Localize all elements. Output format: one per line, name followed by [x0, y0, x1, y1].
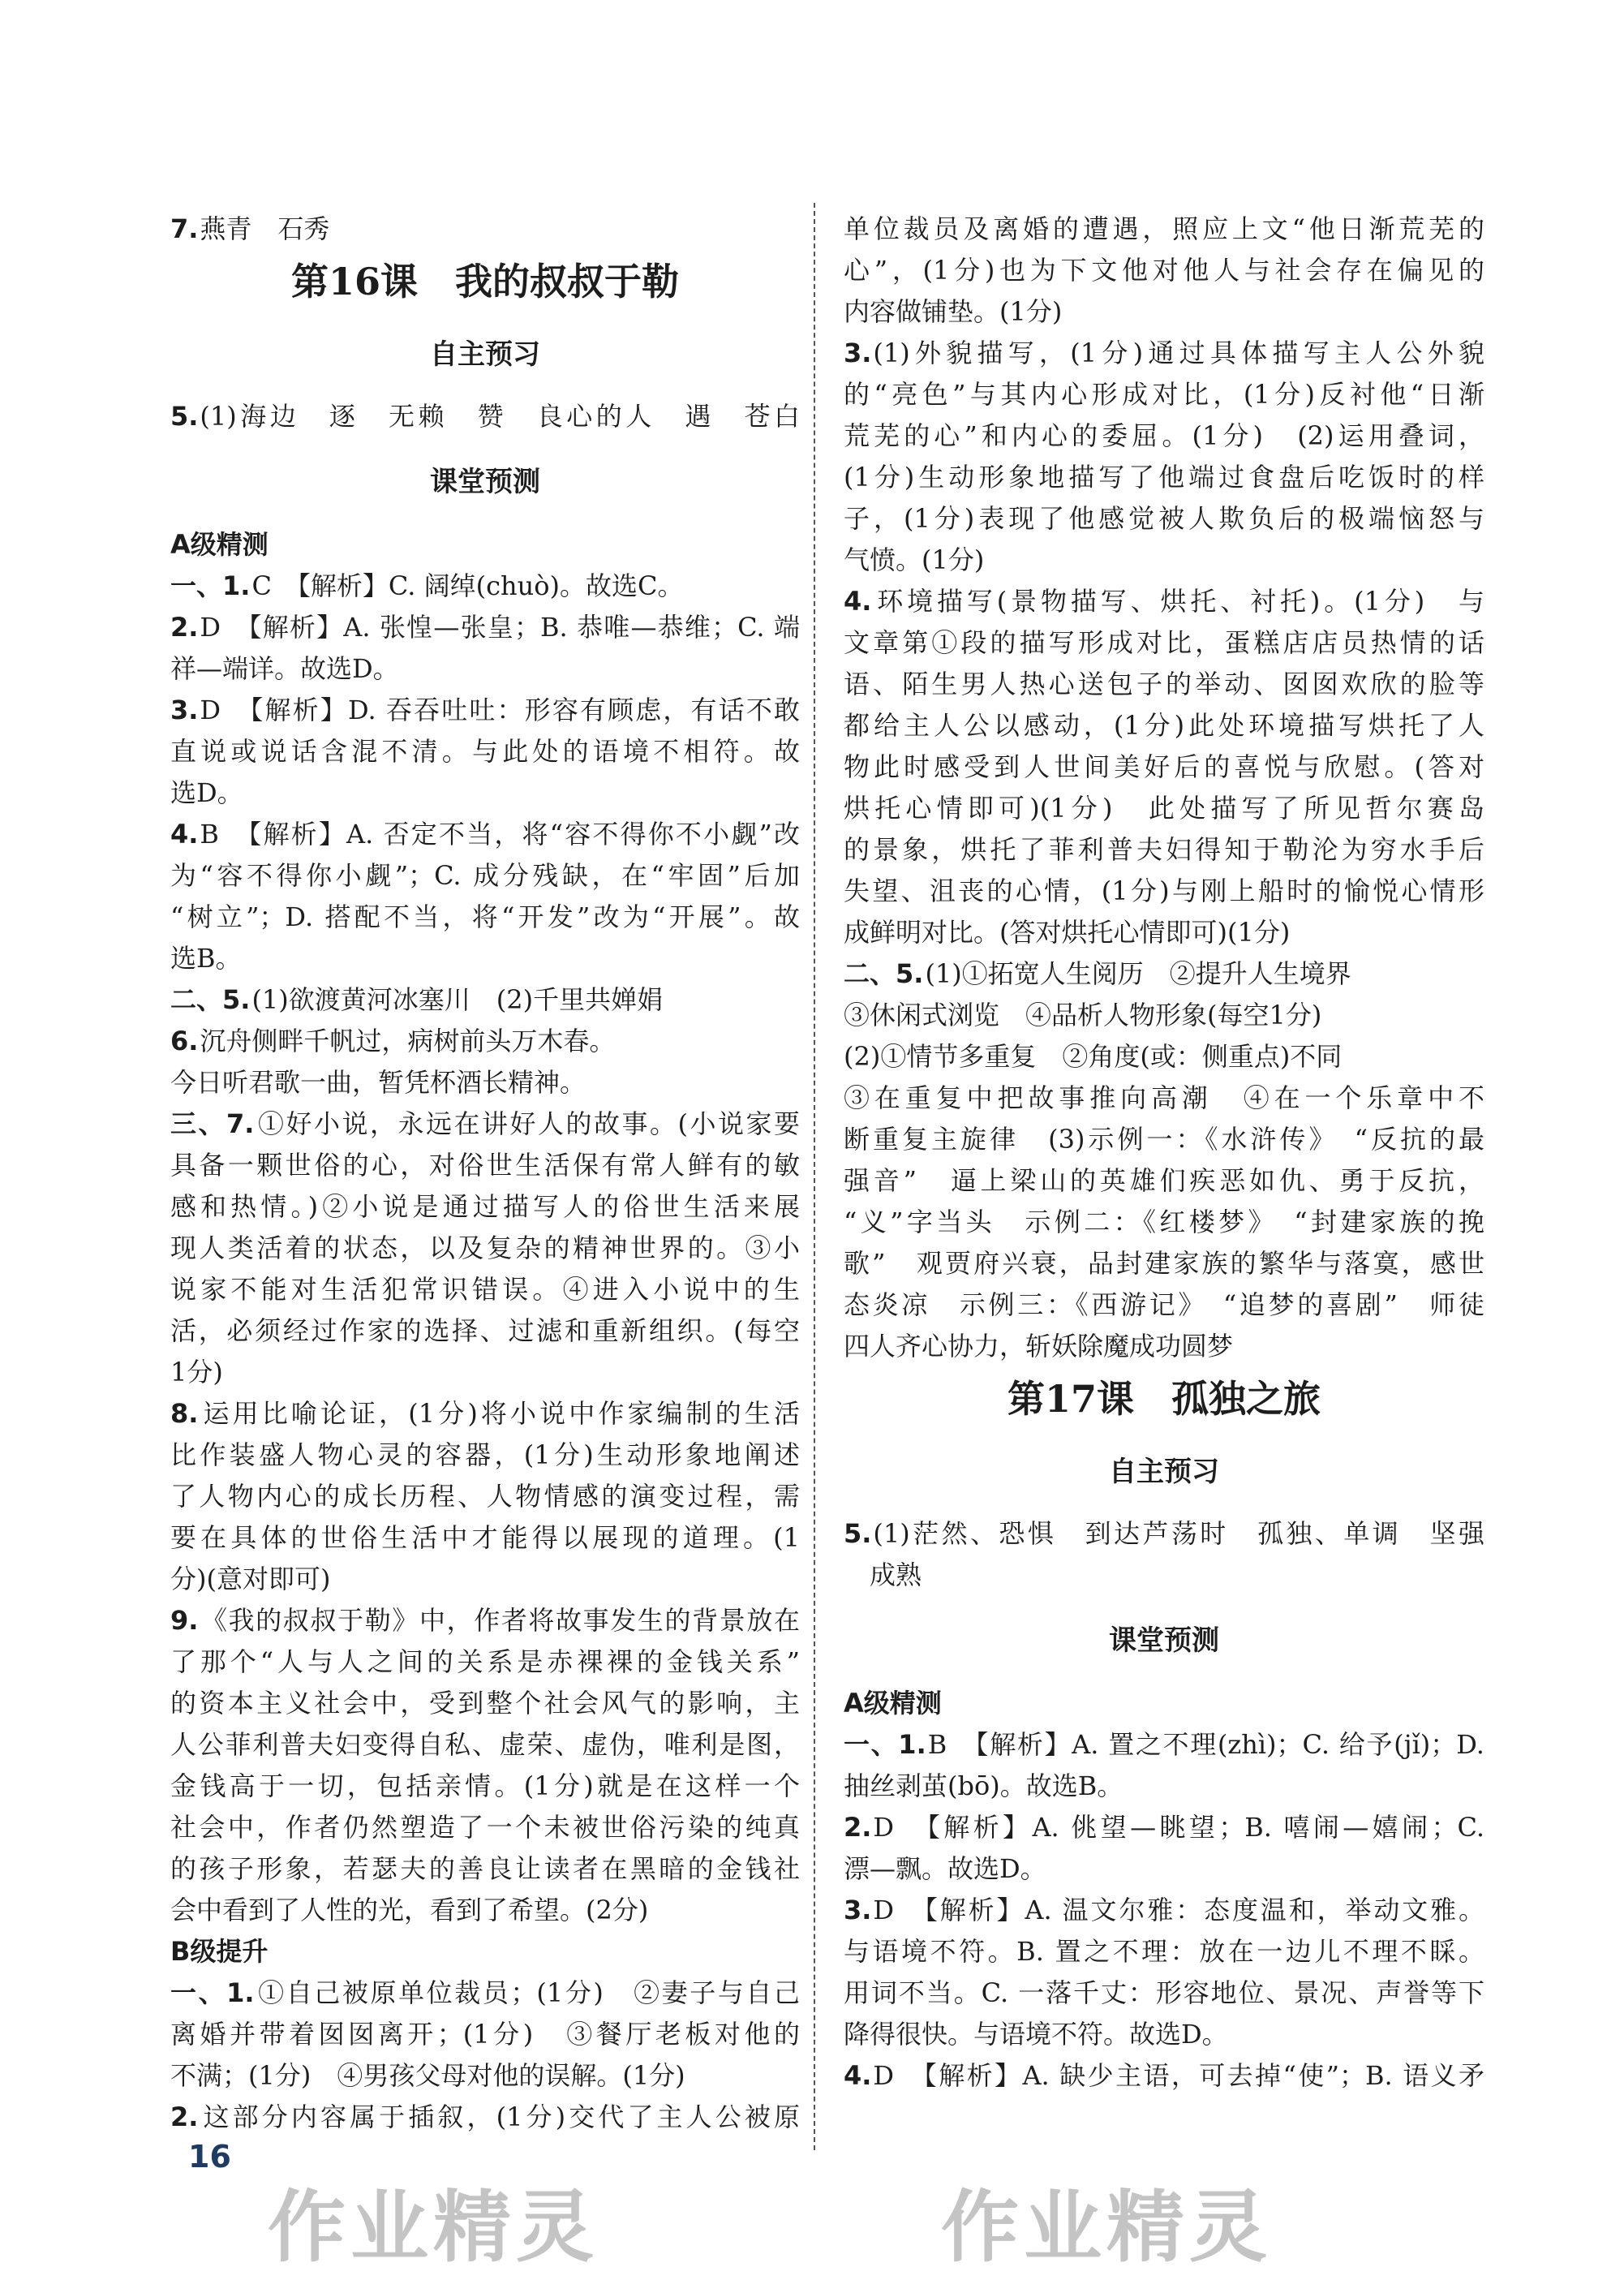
answer-line [844, 2059, 1484, 2092]
answer-line [170, 1108, 800, 1140]
line-text: 单位裁员及离婚的遭遇，照应上文“他日渐荒芜的 [844, 213, 1484, 244]
line-text: 金钱高于一切，包括亲情。(1分)就是在这样一个 [170, 1770, 800, 1801]
answer-line [844, 833, 1484, 866]
question-number: 2. [844, 1812, 872, 1843]
line-text: A级精测 [170, 529, 269, 560]
answer-line [844, 1164, 1484, 1197]
answer-line [170, 1894, 800, 1926]
line-text: 文章第①段的描写形成对比，蛋糕店店员热情的话 [844, 627, 1484, 658]
answer-line [170, 859, 800, 892]
line-text: 语、陌生男人热心送包子的举动、囡囡欢欣的脸等 [844, 669, 1484, 699]
answer-line [844, 792, 1484, 824]
line-text: 选B。 [170, 943, 242, 974]
answer-line [170, 1480, 800, 1512]
answer-line [170, 1025, 800, 1057]
line-text: 的景象，烘托了菲利普夫妇得知于勒沦为穷水手后 [844, 834, 1484, 865]
line-text: 第16课 我的叔叔于勒 [290, 260, 679, 303]
line-text: 心”，(1分)也为下文他对他人与社会存在偏见的 [844, 255, 1484, 286]
line-text: D 【解析】A. 张惶—张皇；B. 恭唯—恭维；C. 端 [200, 612, 800, 643]
line-text: ③在重复中把故事推向高潮 ④在一个乐章中不 [844, 1082, 1484, 1113]
line-text: 歌” 观贾府兴衰，品封建家族的繁华与落寞，感世 [844, 1248, 1484, 1279]
question-number: 二、5. [170, 984, 251, 1015]
answer-line [844, 626, 1484, 659]
answer-line [170, 1687, 800, 1719]
line-text: 烘托心情即可)(1分) 此处描写了所见哲尔赛岛 [844, 793, 1484, 824]
answer-line [170, 1645, 800, 1678]
line-text: 今日听君歌一曲，暂凭杯酒长精神。 [170, 1067, 586, 1098]
line-text: 失望、沮丧的心情，(1分)与刚上船时的愉悦心情形 [844, 875, 1484, 906]
line-text: 离婚并带着囡囡离开；(1分) ③餐厅老板对他的 [170, 2019, 800, 2050]
answer-line [170, 942, 800, 974]
answer-line [170, 570, 800, 602]
line-text: 断重复主旋律 (3)示例一：《水浒传》 “反抗的最 [844, 1124, 1484, 1155]
answer-line [170, 776, 800, 809]
answer-line [170, 1314, 800, 1347]
answer-line [844, 544, 1484, 576]
answer-line [844, 1728, 1484, 1761]
line-text: (1)外貌描写，(1分)通过具体描写主人公外貌 [873, 338, 1484, 368]
line-text: 用词不当。C. 一落千丈：形容地位、景况、声誉等下 [844, 1977, 1484, 2008]
line-text: A级精测 [844, 1688, 942, 1719]
line-text: 社会中，作者仍然塑造了一个未被世俗污染的纯真 [170, 1812, 800, 1843]
question-number: 4. [170, 819, 199, 850]
answer-line [844, 1517, 1484, 1550]
line-text: 要在具体的世俗生活中才能得以展现的道理。(1 [170, 1522, 800, 1553]
line-text: 环境描写(景物描写、烘托、衬托)。(1分) 与 [873, 586, 1484, 617]
line-text: 的“亮色”与其内心形成对比，(1分)反衬他“日渐 [844, 379, 1484, 410]
answer-line [844, 502, 1484, 535]
line-text: ③休闲式浏览 ④品析人物形象(每空1分) [844, 1000, 1322, 1030]
answer-line [844, 585, 1484, 617]
answer-line [170, 901, 800, 933]
answer-line [170, 1397, 800, 1430]
column-divider [814, 203, 815, 2150]
line-text: 现人类活着的状态，以及复杂的精神世界的。③小 [170, 1232, 800, 1263]
line-text: (1)①拓宽人生阅历 ②提升人生境界 [925, 958, 1351, 989]
answer-line [170, 1439, 800, 1471]
line-text: 选D。 [170, 777, 243, 808]
line-text: 具备一颗世俗的心，对俗世生活保有常人鲜有的敏 [170, 1150, 800, 1181]
answer-line [170, 983, 800, 1016]
question-number: 一、1. [844, 1729, 926, 1760]
answer-line [844, 1288, 1484, 1321]
question-number: 2. [170, 612, 199, 643]
answer-line [170, 1066, 800, 1099]
line-text: (1分)生动形象地描写了他端过食盘后吃饭时的样 [844, 462, 1484, 493]
question-number: 2. [170, 2101, 199, 2132]
answer-line [170, 213, 800, 245]
watermark-right: 作业精灵 [941, 2182, 1272, 2273]
line-text: 第17课 孤独之旅 [1007, 1377, 1321, 1421]
answer-line [170, 1770, 800, 1802]
question-number: 3. [844, 1895, 872, 1925]
answer-line [170, 1356, 800, 1388]
question-number: 三、7. [170, 1108, 255, 1139]
answer-line [844, 378, 1484, 411]
line-text: 内容做铺垫。(1分) [844, 296, 1063, 327]
answer-line [844, 1770, 1484, 1802]
answer-line [844, 916, 1484, 949]
answer-line [844, 1935, 1484, 1968]
question-number: 6. [170, 1026, 199, 1056]
line-text: 《我的叔叔于勒》中，作者将故事发生的背景放在 [200, 1605, 800, 1636]
line-text: 子，(1分)表现了他感觉被人欺负后的极端恼怒与 [844, 503, 1484, 534]
line-text: B级提升 [170, 1936, 269, 1967]
answer-line [170, 2059, 800, 2092]
left-column [170, 0, 800, 2150]
line-text: 直说或说话含混不清。与此处的语境不相符。故 [170, 736, 800, 767]
line-text: 物此时感受到人世间美好后的喜悦与欣慰。(答对 [844, 751, 1484, 782]
answer-line [170, 1563, 800, 1595]
answer-line [844, 999, 1484, 1031]
answer-line [844, 1082, 1484, 1114]
line-text: 自主预习 [430, 338, 540, 371]
line-text: D 【解析】A. 温文尔雅：态度温和，举动文雅。 [873, 1895, 1484, 1925]
question-number: 4. [844, 2060, 872, 2091]
line-text: 荒芜的心”和内心的委屈。(1分) (2)运用叠词， [844, 420, 1484, 451]
line-text: D 【解析】D. 吞吞吐吐：形容有顾虑，有话不敢 [200, 695, 800, 725]
line-text: 1分) [170, 1357, 223, 1387]
line-text: 为“容不得你小觑”；C. 成分残缺，在“牢固”后加 [170, 860, 800, 891]
lesson-title [170, 257, 800, 306]
line-text: C 【解析】C. 阔绰(chuò)。故选C。 [251, 570, 684, 601]
line-text: 的资本主义社会中，受到整个社会风气的影响，主 [170, 1688, 800, 1719]
line-text: ①好小说，永远在讲好人的故事。(小说家要 [256, 1108, 800, 1139]
lesson-title [844, 1374, 1484, 1423]
line-text: 漂—飘。故选D。 [844, 1853, 1046, 1884]
answer-line [170, 652, 800, 685]
answer-line [170, 1273, 800, 1306]
section-heading [170, 464, 800, 500]
line-text: 会中看到了人性的光，看到了希望。(2分) [170, 1895, 649, 1925]
line-text: 强音” 逼上梁山的英雄们疾恶如仇、勇于反抗， [844, 1165, 1484, 1196]
level-heading [844, 1687, 1484, 1719]
answer-line [844, 254, 1484, 286]
question-number: 二、5. [844, 958, 924, 989]
answer-line [170, 1728, 800, 1761]
answer-line [844, 875, 1484, 907]
line-text: “树立”；D. 搭配不当，将“开发”改为“开展”。故 [170, 901, 800, 932]
section-heading [844, 1623, 1484, 1658]
answer-line [844, 295, 1484, 328]
line-text: 分)(意对即可) [170, 1564, 331, 1594]
line-text: 自主预习 [1109, 1456, 1219, 1488]
question-number: 一、1. [170, 1977, 255, 2008]
level-heading [170, 528, 800, 561]
line-text: 不满；(1分) ④男孩父母对他的误解。(1分) [170, 2060, 685, 2091]
section-heading [170, 337, 800, 372]
line-text: “义”字当头 示例二：《红楼梦》 “封建家族的挽 [844, 1207, 1484, 1237]
answer-line [844, 751, 1484, 783]
line-text: 的孩子形象，若瑟夫的善良让读者在黑暗的金钱社 [170, 1853, 800, 1884]
answer-line [170, 1190, 800, 1223]
answer-line [170, 1521, 800, 1554]
line-text: 都给主人公以感动，(1分)此处环境描写烘托了人 [844, 710, 1484, 741]
question-number: 7. [170, 213, 199, 244]
line-text: 活，必须经过作家的选择、过滤和重新组织。(每空 [170, 1315, 800, 1346]
question-number: 3. [844, 338, 872, 368]
line-text: 了那个“人与人之间的关系是赤裸裸的金钱关系” [170, 1646, 800, 1677]
line-text: 这部分内容属于插叙，(1分)交代了主人公被原 [200, 2101, 800, 2132]
answer-line [844, 1894, 1484, 1926]
right-column [844, 0, 1484, 2150]
question-number: 8. [170, 1398, 199, 1429]
line-text: 感和热情。)②小说是通过描写人的俗世生活来展 [170, 1191, 800, 1222]
answer-line [170, 694, 800, 726]
answer-line [844, 419, 1484, 452]
line-text: 课堂预测 [430, 466, 540, 498]
line-text: 降得很快。与语境不符。故选D。 [844, 2019, 1228, 2050]
answer-line [844, 1852, 1484, 1885]
answer-line [844, 1559, 1484, 1591]
answer-line [844, 1330, 1484, 1362]
line-text: 运用比喻论证，(1分)将小说中作家编制的生活 [200, 1398, 800, 1429]
answer-line [844, 461, 1484, 493]
line-text: 人公菲利普夫妇变得自私、虚荣、虚伪，唯利是图， [170, 1729, 800, 1760]
answer-line [170, 1604, 800, 1637]
answer-line [844, 1247, 1484, 1280]
line-text: 四人齐心协力，斩妖除魔成功圆梦 [844, 1331, 1234, 1362]
answer-line [170, 735, 800, 768]
line-text: (2)①情节多重复 ②角度(或：侧重点)不同 [844, 1041, 1343, 1072]
answer-line [844, 1123, 1484, 1155]
answer-line [170, 1232, 800, 1264]
answer-line [844, 668, 1484, 700]
line-text: D 【解析】A. 缺少主语，可去掉“使”；B. 语义矛 [873, 2060, 1484, 2091]
line-text: 比作装盛人物心灵的容器，(1分)生动形象地阐述 [170, 1439, 800, 1470]
line-text: 课堂预测 [1109, 1624, 1219, 1657]
question-number: 5. [844, 1518, 872, 1549]
level-heading [170, 1935, 800, 1968]
section-heading [844, 1454, 1484, 1490]
question-number: 9. [170, 1605, 199, 1636]
question-number: 5. [170, 401, 199, 432]
line-text: 成鲜明对比。(答对烘托心情即可)(1分) [844, 917, 1291, 948]
line-text: (1)欲渡黄河冰塞川 (2)千里共婵娟 [251, 984, 664, 1015]
line-text: 抽丝剥茧(bō)。故选B。 [844, 1770, 1123, 1801]
answer-line [170, 1811, 800, 1843]
line-text: 燕青 石秀 [200, 213, 330, 244]
answer-line [170, 400, 800, 432]
answer-line [844, 1811, 1484, 1843]
line-text: 了人物内心的成长历程、人物情感的演变过程，需 [170, 1481, 800, 1512]
line-text: (1)茫然、恐惧 到达芦荡时 孤独、单调 坚强 [873, 1518, 1484, 1549]
answer-line [170, 1977, 800, 2009]
answer-line [844, 337, 1484, 369]
line-text: (1)海边 逐 无赖 赞 良心的人 遇 苍白 [200, 401, 800, 432]
line-text: D 【解析】A. 佻望—眺望；B. 嘻闹—嬉闹；C. [873, 1812, 1484, 1843]
page-number: 16 [188, 2139, 231, 2175]
question-number: 3. [170, 695, 199, 725]
question-number: 一、1. [170, 570, 251, 601]
line-text: 气愤。(1分) [844, 544, 985, 575]
line-text: B 【解析】A. 否定不当，将“容不得你不小觑”改 [200, 819, 800, 850]
line-text: B 【解析】A. 置之不理(zhì)；C. 给予(jǐ)；D. [927, 1729, 1484, 1760]
answer-line [170, 611, 800, 643]
line-text: 说家不能对生活犯常识错误。④进入小说中的生 [170, 1274, 800, 1305]
line-text: 态炎凉 示例三：《西游记》 “追梦的喜剧” 师徒 [844, 1289, 1484, 1320]
answer-line [170, 1149, 800, 1181]
watermark-left: 作业精灵 [268, 2182, 599, 2273]
answer-line [844, 957, 1484, 990]
answer-line [170, 1852, 800, 1885]
answer-line [170, 2018, 800, 2050]
answer-line [844, 1206, 1484, 1238]
line-text: 沉舟侧畔千帆过，病树前头万木春。 [200, 1026, 616, 1056]
question-number: 4. [844, 586, 872, 617]
answer-line [844, 709, 1484, 742]
answer-line [170, 2101, 800, 2133]
line-text: 祥—端详。故选D。 [170, 653, 399, 684]
answer-line [844, 2018, 1484, 2050]
line-text: 与语境不符。B. 置之不理：放在一边儿不理不睬。 [844, 1936, 1484, 1967]
answer-line [844, 1040, 1484, 1073]
answer-line [844, 213, 1484, 245]
answer-line [844, 1977, 1484, 2009]
line-text: 成熟 [844, 1559, 922, 1590]
line-text: ①自己被原单位裁员；(1分) ②妻子与自己 [256, 1977, 800, 2008]
answer-line [170, 818, 800, 850]
